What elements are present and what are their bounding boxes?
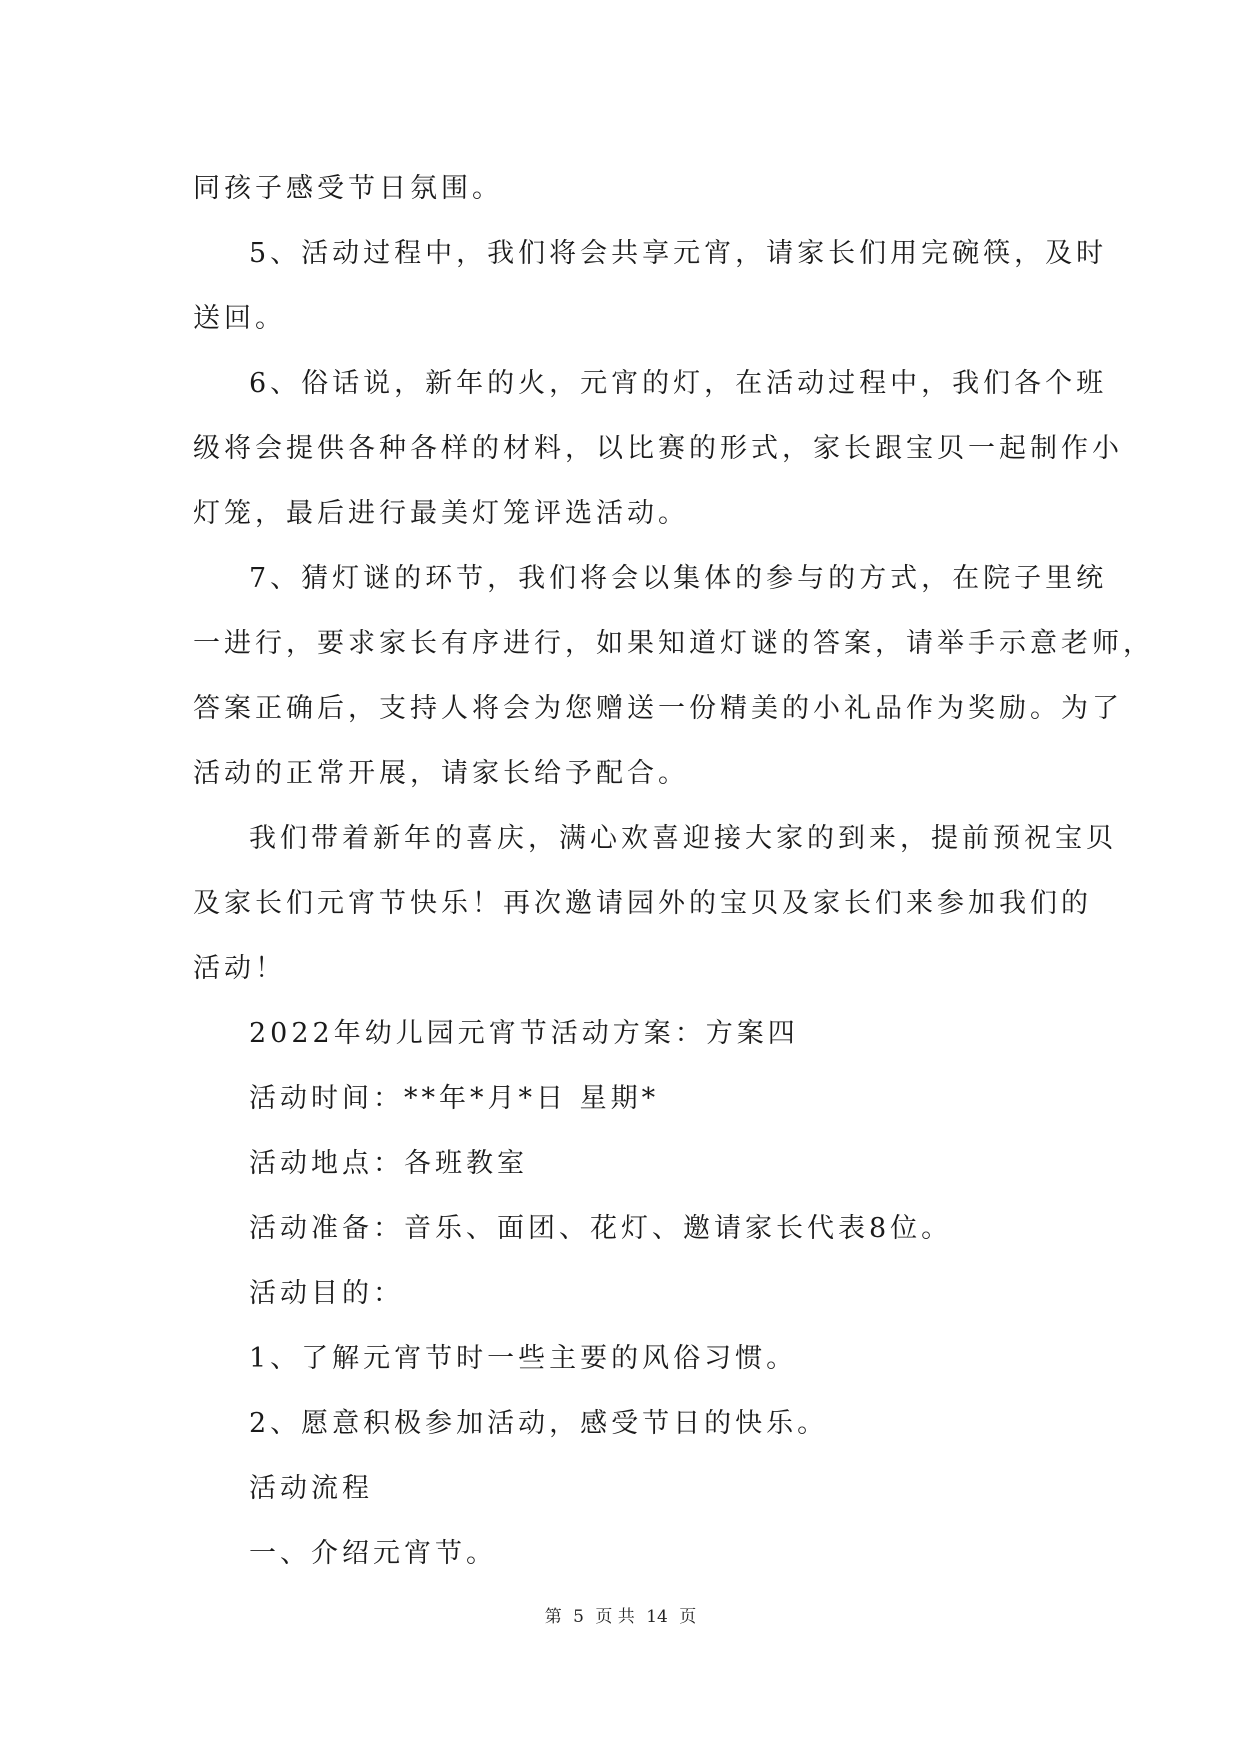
page-total: 14: [646, 1607, 668, 1627]
text-line: 活动的正常开展，请家长给予配合。: [193, 758, 689, 789]
text-line: 5、活动过程中，我们将会共享元宵，请家长们用完碗筷，及时: [249, 238, 1108, 269]
text-line: 活动！: [193, 953, 286, 984]
text-line: 灯笼，最后进行最美灯笼评选活动。: [193, 498, 689, 529]
text-line: 7、猜灯谜的环节，我们将会以集体的参与的方式，在院子里统: [249, 563, 1108, 594]
text-line: 级将会提供各种各样的材料，以比赛的形式，家长跟宝贝一起制作小: [193, 433, 1123, 464]
text-line: 活动流程: [249, 1473, 373, 1504]
text-line: 一进行，要求家长有序进行，如果知道灯谜的答案，请举手示意老师，: [193, 628, 1154, 659]
text-line: 答案正确后，支持人将会为您赠送一份精美的小礼品作为奖励。为了: [193, 693, 1123, 724]
footer-prefix: 第: [544, 1607, 562, 1627]
text-line: 活动地点：各班教室: [249, 1148, 528, 1179]
text-line: 活动时间：**年*月*日 星期*: [249, 1083, 660, 1114]
text-line: 1、了解元宵节时一些主要的风俗习惯。: [249, 1343, 798, 1374]
text-line: 同孩子感受节日氛围。: [193, 173, 503, 204]
text-line: 及家长们元宵节快乐！再次邀请园外的宝贝及家长们来参加我们的: [193, 888, 1092, 919]
text-line: 6、俗话说，新年的火，元宵的灯，在活动过程中，我们各个班: [249, 368, 1108, 399]
text-line: 我们带着新年的喜庆，满心欢喜迎接大家的到来，提前预祝宝贝: [249, 823, 1117, 854]
document-body: [193, 156, 1154, 1586]
text-line: 活动准备：音乐、面团、花灯、邀请家长代表8位。: [249, 1213, 953, 1244]
footer-suffix: 页: [679, 1607, 697, 1627]
text-line: 送回。: [193, 303, 286, 334]
footer-mid: 页 共: [595, 1607, 635, 1627]
text-line: 一、介绍元宵节。: [249, 1538, 497, 1569]
text-line: 2、愿意积极参加活动，感受节日的快乐。: [249, 1408, 829, 1439]
section-heading: 2022年幼儿园元宵节活动方案：方案四: [249, 1018, 799, 1049]
page-number: 5: [573, 1607, 584, 1627]
text-line: 活动目的：: [249, 1278, 404, 1309]
page-footer: [0, 1602, 1241, 1627]
